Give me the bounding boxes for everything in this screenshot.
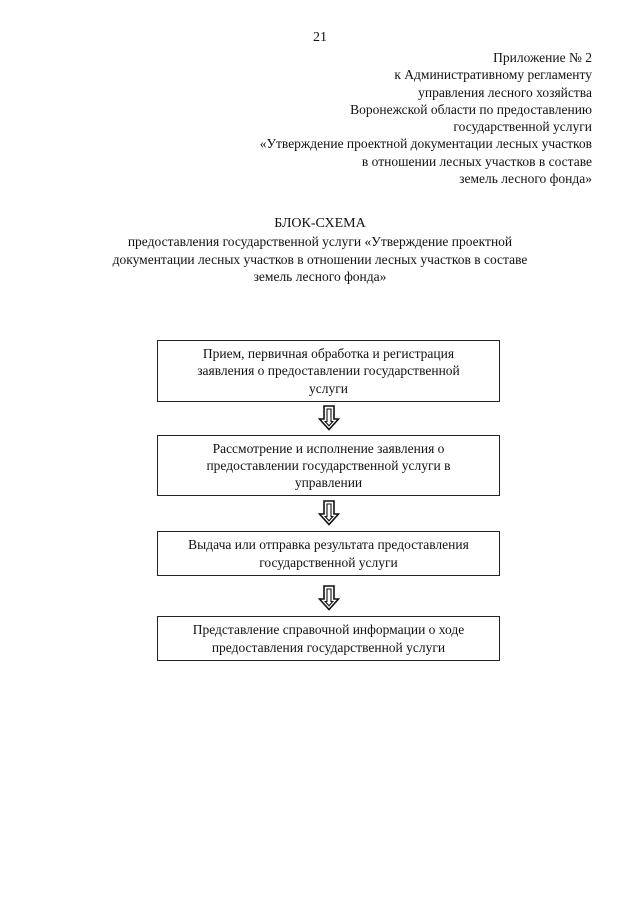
flowchart-step-3: [157, 531, 500, 576]
appendix-line: в отношении лесных участков в составе: [361, 153, 592, 169]
document-title: БЛОК-СХЕМА: [274, 216, 366, 231]
appendix-line: Воронежской области по предоставлению: [350, 101, 592, 117]
appendix-line: к Административному регламенту: [394, 67, 592, 83]
step-text-line: услуги: [308, 380, 348, 396]
subtitle-line: документации лесных участков в отношении лесных участков в составе: [112, 251, 528, 267]
page-number: 21: [313, 30, 327, 45]
subtitle-line: предоставления государственной услуги «Утверждение проектной: [127, 234, 513, 249]
flowchart-step-4: [157, 616, 500, 661]
appendix-line: государственной услуги: [453, 119, 592, 135]
double-down-arrow-icon: [318, 585, 340, 611]
appendix-header: [172, 49, 592, 187]
step-text-line: Представление справочной информации о ходе: [192, 622, 465, 638]
document-subtitle: [0, 233, 640, 286]
step-text-line: управлении: [294, 475, 363, 491]
double-down-arrow-icon: [318, 405, 340, 431]
double-down-arrow-icon: [318, 500, 340, 526]
step-text-line: Выдача или отправка результата предоставления: [188, 537, 469, 553]
step-text-line: государственной услуги: [259, 554, 398, 570]
step-text-line: Рассмотрение и исполнение заявления о: [212, 440, 445, 456]
step-text-line: заявления о предоставлении государственной: [197, 363, 460, 379]
subtitle-line: земель лесного фонда»: [253, 269, 387, 284]
step-text-line: Прием, первичная обработка и регистрация: [202, 346, 455, 362]
step-text-line: предоставлении государственной услуги в: [206, 457, 451, 473]
appendix-line: управления лесного хозяйства: [418, 84, 592, 100]
appendix-line: земель лесного фонда»: [459, 171, 592, 187]
appendix-line: Приложение № 2: [493, 50, 592, 65]
flowchart-step-1: [157, 340, 500, 402]
flowchart-step-2: [157, 435, 500, 496]
appendix-line: «Утверждение проектной документации лесных участков: [259, 136, 592, 152]
step-text-line: предоставления государственной услуги: [211, 639, 446, 655]
flowchart-heading: [0, 215, 640, 286]
